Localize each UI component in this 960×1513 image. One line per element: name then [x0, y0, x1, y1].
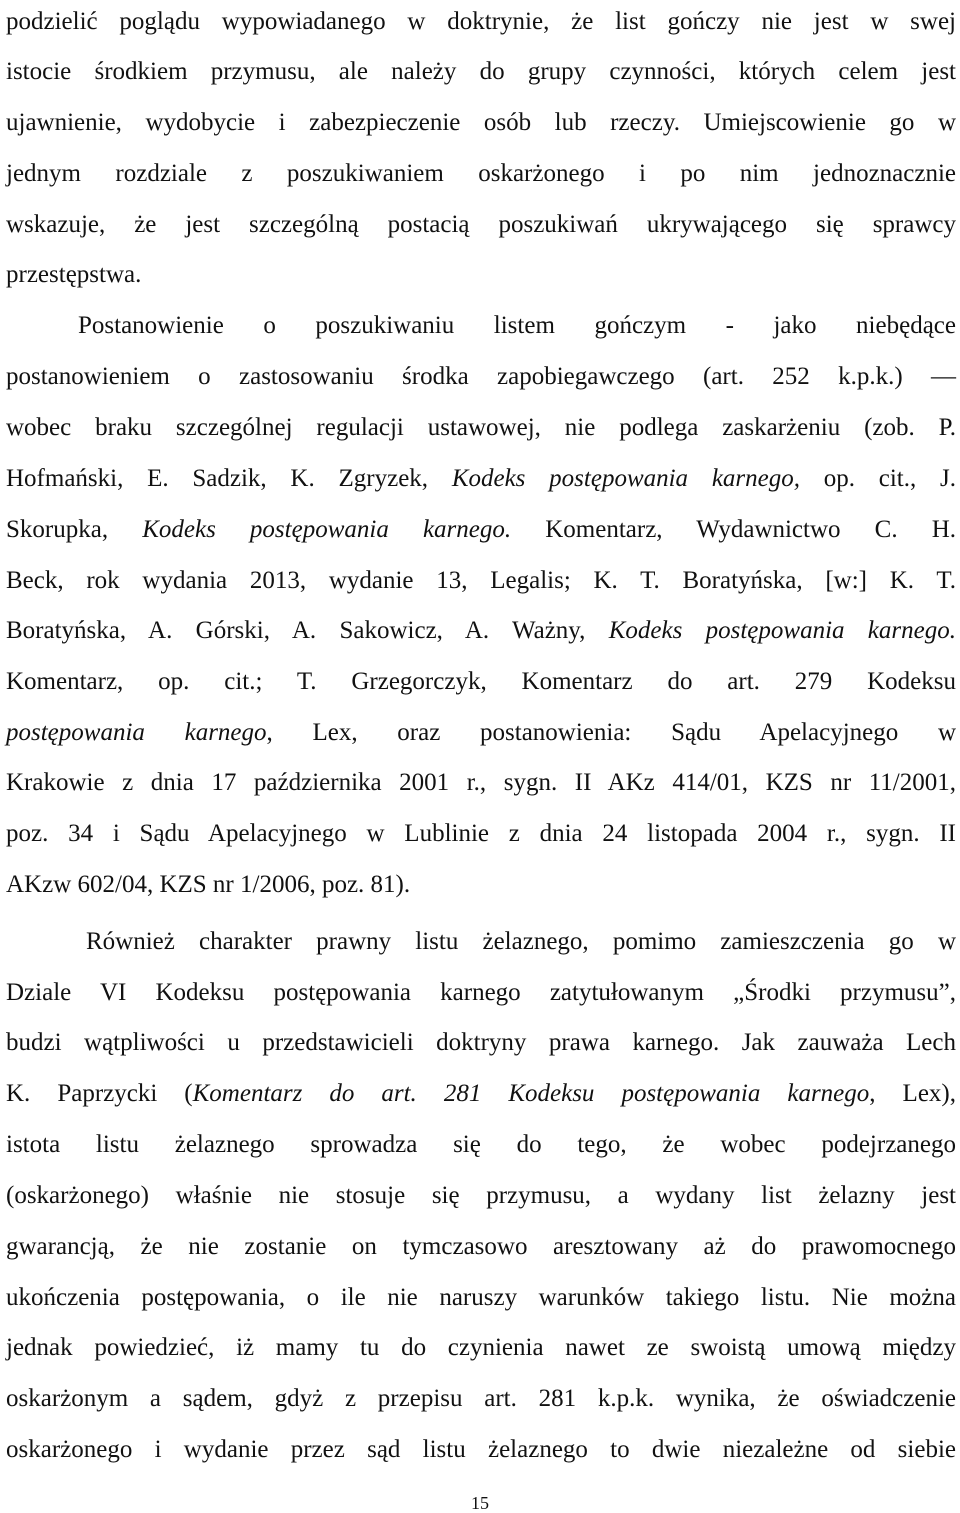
- text-line: [6, 1433, 956, 1467]
- text-segment: postanowieniem o zastosowaniu środka zapobiegawczego (art. 252 k.p.k.) —: [6, 363, 956, 390]
- text-segment: jednak powiedzieć, iż mamy tu do czynienia nawet ze swoistą umową między: [6, 1334, 956, 1361]
- text-segment: istota listu żelaznego sprowadza się do tego, że wobec podejrzanego: [6, 1131, 956, 1158]
- text-line: [6, 5, 956, 39]
- text-segment: istocie środkiem przymusu, ale należy do grupy czynności, których celem jest: [6, 58, 956, 85]
- text-line: [6, 411, 956, 445]
- text-segment: AKzw 602/04, KZS nr 1/2006, poz. 81).: [6, 871, 411, 898]
- text-line: [6, 208, 956, 242]
- text-segment: oskarżonym a sądem, gdyż z przepisu art. 281 k.p.k. wynika, że oświadczenie: [6, 1385, 956, 1412]
- text-segment: Skorupka,: [6, 516, 143, 543]
- text-line: [6, 665, 956, 699]
- text-segment: ujawnienie, wydobycie i zabezpieczenie osób lub rzeczy. Umiejscowienie go w: [6, 109, 956, 136]
- text-segment: wskazuje, że jest szczególną postacią poszukiwań ukrywającego się sprawcy: [6, 211, 956, 238]
- text-segment: K. Paprzycki (: [6, 1080, 193, 1107]
- text-segment: Beck, rok wydania 2013, wydanie 13, Legalis; K. T. Boratyńska, [w:] K. T.: [6, 567, 956, 594]
- text-segment: Również charakter prawny listu żelaznego, pomimo zamieszczenia go w: [86, 928, 956, 955]
- text-segment: Dziale VI Kodeksu postępowania karnego zatytułowanym „Środki przymusu”,: [6, 979, 956, 1006]
- text-line: [6, 1077, 956, 1111]
- text-line: [6, 360, 956, 394]
- text-line: [6, 106, 956, 140]
- text-line: [6, 614, 956, 648]
- text-line: [6, 564, 956, 598]
- italic-text-segment: Kodeks postępowania karnego,: [451, 465, 800, 492]
- text-line: [6, 716, 956, 750]
- italic-text-segment: postępowania karnego: [6, 719, 267, 746]
- text-segment: podzielić poglądu wypowiadanego w doktrynie, że list gończy nie jest w swej: [6, 8, 956, 35]
- text-segment: Krakowie z dnia 17 października 2001 r., sygn. II AKz 414/01, KZS nr 11/2001,: [6, 769, 956, 796]
- text-line: [6, 157, 956, 191]
- text-line: [6, 1331, 956, 1365]
- text-line: [6, 1281, 956, 1315]
- text-segment: gwarancją, że nie zostanie on tymczasowo aresztowany aż do prawomocnego: [6, 1233, 956, 1260]
- text-line: [6, 462, 956, 496]
- text-line: [6, 976, 956, 1010]
- text-segment: Hofmański, E. Sadzik, K. Zgryzek,: [6, 465, 452, 492]
- text-segment: Komentarz, Wydawnictwo C. H.: [511, 516, 956, 543]
- text-line: [6, 1026, 956, 1060]
- text-line: [78, 309, 956, 343]
- text-segment: budzi wątpliwości u przedstawicieli doktryny prawa karnego. Jak zauważa Lech: [6, 1029, 956, 1056]
- text-line: [6, 1128, 956, 1162]
- text-line: [6, 55, 956, 89]
- text-line: [6, 258, 956, 292]
- italic-text-segment: Kodeks postępowania karnego.: [142, 516, 512, 543]
- text-segment: ukończenia postępowania, o ile nie naruszy warunków takiego listu. Nie można: [6, 1284, 956, 1311]
- text-segment: poz. 34 i Sądu Apelacyjnego w Lublinie z dnia 24 listopada 2004 r., sygn. II: [6, 820, 956, 847]
- text-line: [86, 925, 956, 959]
- text-line: [6, 817, 956, 851]
- text-line: [6, 868, 956, 902]
- text-line: [6, 513, 956, 547]
- text-line: [6, 766, 956, 800]
- page-number: 15: [471, 1493, 489, 1513]
- text-segment: , Lex),: [869, 1080, 956, 1107]
- italic-text-segment: Komentarz do art. 281 Kodeksu postępowania karnego: [192, 1080, 870, 1107]
- text-segment: (oskarżonego) właśnie nie stosuje się przymusu, a wydany list żelazny jest: [6, 1182, 956, 1209]
- text-segment: wobec braku szczególnej regulacji ustawowej, nie podlega zaskarżeniu (zob. P.: [6, 414, 956, 441]
- italic-text-segment: Kodeks postępowania karnego.: [608, 617, 956, 644]
- text-line: [6, 1179, 956, 1213]
- text-line: [6, 1382, 956, 1416]
- text-segment: przestępstwa.: [6, 261, 142, 288]
- text-segment: jednym rozdziale z poszukiwaniem oskarżonego i po nim jednoznacznie: [6, 160, 956, 187]
- text-segment: op. cit., J.: [800, 465, 956, 492]
- text-segment: Postanowienie o poszukiwaniu listem gończym - jako niebędące: [78, 312, 956, 339]
- text-segment: Boratyńska, A. Górski, A. Sakowicz, A. Ważny,: [6, 617, 609, 644]
- text-segment: , Lex, oraz postanowienia: Sądu Apelacyjnego w: [266, 719, 956, 746]
- text-segment: oskarżonego i wydanie przez sąd listu żelaznego to dwie niezależne od siebie: [6, 1436, 956, 1463]
- text-line: [6, 1230, 956, 1264]
- text-segment: Komentarz, op. cit.; T. Grzegorczyk, Komentarz do art. 279 Kodeksu: [6, 668, 956, 695]
